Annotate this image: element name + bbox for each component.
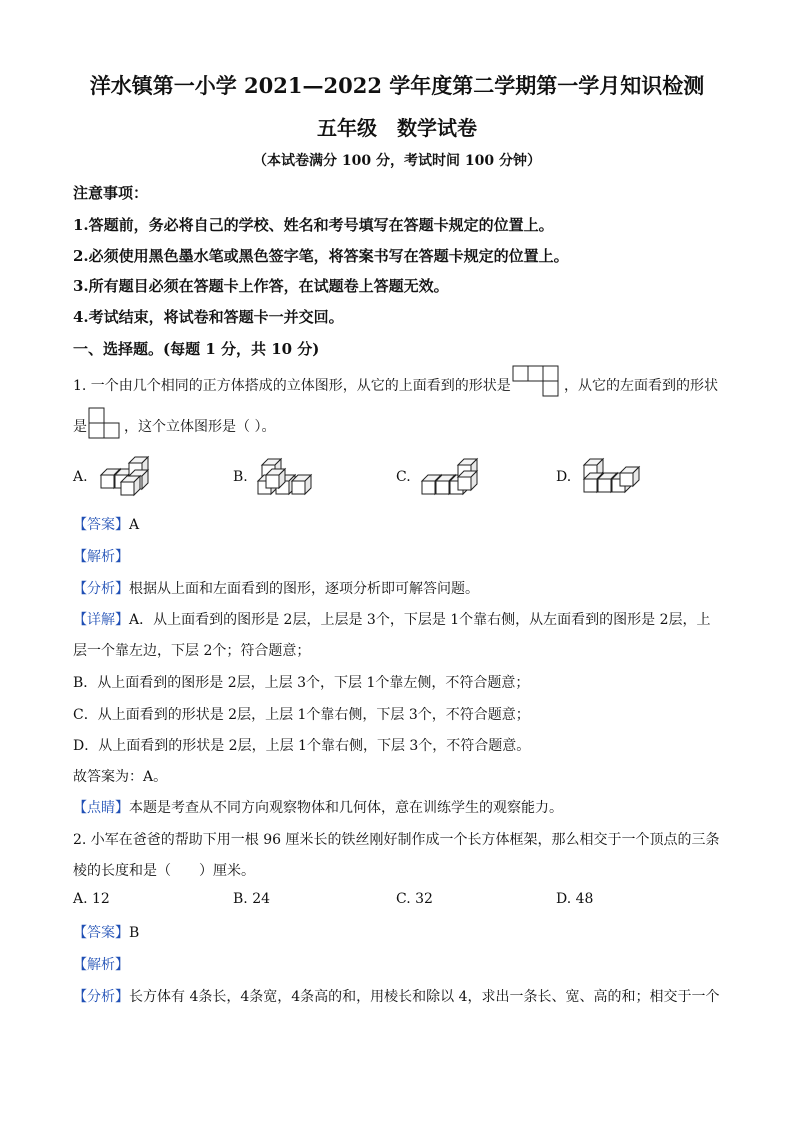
q2-answer	[73, 922, 139, 942]
fenxi-tag: 【 分析 】	[73, 581, 129, 597]
fenxi-text: 长方体有 4条长，4条宽，4条高的和，用棱长和除以 4，求出一条长、宽、高的和；相交于一个	[129, 989, 720, 1005]
analysis-tag: 【 解析 】	[73, 549, 129, 565]
q2-analysis-tag	[73, 954, 129, 974]
q1-line-b: B．从上面看到的图形是 2层，上层 3个，下层 1个靠左侧，不符合题意；	[73, 675, 530, 691]
exam-subtitle: 五年级 数学试卷	[317, 116, 477, 140]
option-c-label: C.	[396, 469, 411, 485]
notice-item: 1.答题前，务必将自己的学校、姓名和考号填写在答题卡规定的位置上。	[73, 216, 554, 234]
exam-note: （本试卷满分 100 分，考试时间 100 分钟）	[253, 153, 541, 169]
exam-title: 洋水镇第一小学 2021—2022 学年度第二学期第一学月知识检测	[89, 73, 705, 98]
option-a-label: A.	[73, 469, 88, 485]
q1-detail	[73, 609, 711, 629]
q1-line-c: C．从上面看到的形状是 2层，上层 1个靠右侧，下层 3个，不符合题意；	[73, 707, 530, 723]
q2-option-a: A. 12	[73, 891, 110, 907]
q2-option-b: B. 24	[233, 891, 271, 907]
answer-value: B	[129, 925, 140, 941]
analysis-tag: 【 解析 】	[73, 957, 129, 973]
option-b-figure	[254, 455, 324, 497]
fenxi-tag: 【 分析 】	[73, 989, 129, 1005]
q2-text-line1: 2. 小军在爸爸的帮助下用一根 96 厘米长的铁丝刚好制作成一个长方体框架，那么相交于一个顶点的三条	[73, 832, 720, 848]
option-b-label: B.	[233, 469, 248, 485]
q2-option-c: C. 32	[396, 891, 433, 907]
notice-heading: 注意事项：	[73, 184, 149, 202]
notice-item: 4.考试结束，将试卷和答题卡一并交回。	[73, 308, 344, 326]
q1-answer	[73, 514, 139, 534]
q1-dianjing	[73, 797, 563, 817]
answer-tag: 【 答案 】	[73, 517, 129, 533]
notice-item: 2.必须使用黑色墨水笔或黑色签字笔，将答案书写在答题卡规定的位置上。	[73, 247, 569, 265]
q1-text-line2a: 是	[73, 419, 87, 435]
q1-text-line1a: 1. 一个由几个相同的正方体搭成的立体图形，从它的上面看到的形状是	[73, 378, 511, 394]
option-a-figure	[93, 455, 153, 497]
q2-option-d: D. 48	[556, 891, 594, 907]
option-d-label: D.	[556, 469, 572, 485]
answer-value: A	[129, 517, 140, 533]
option-d-figure	[582, 455, 647, 497]
left-view-figure	[89, 408, 123, 442]
fenxi-text: 根据从上面和左面看到的图形，逐项分析即可解答问题。	[129, 581, 479, 597]
q2-text-line2: 棱的长度和是（ ）厘米。	[73, 863, 255, 879]
dianjing-tag: 【 点睛 】	[73, 800, 129, 816]
q2-fenxi	[73, 986, 720, 1006]
top-view-figure	[513, 366, 563, 400]
detail-text: A．从上面看到的图形是 2层，上层是 3个，下层是 1个靠右侧，从左面看到的图形是 2层，上	[129, 612, 711, 628]
section-heading: 一、选择题。(每题 1 分，共 10 分)	[73, 340, 320, 358]
option-c-figure	[418, 455, 483, 497]
q1-fenxi	[73, 578, 479, 598]
q1-detail-cont: 层一个靠左边，下层 2个；符合题意；	[73, 643, 311, 659]
notice-item: 3.所有题目必须在答题卡上作答，在试题卷上答题无效。	[73, 277, 449, 295]
dianjing-text: 本题是考查从不同方向观察物体和几何体，意在训练学生的观察能力。	[129, 800, 563, 816]
q1-line-d: D．从上面看到的形状是 2层，上层 1个靠右侧，下层 3个，不符合题意。	[73, 738, 531, 754]
detail-tag: 【 详解 】	[73, 612, 129, 628]
answer-tag: 【 答案 】	[73, 925, 129, 941]
q1-analysis-tag	[73, 546, 129, 566]
q1-text-line1b: ，从它的左面看到的形状	[564, 378, 718, 394]
q1-conclusion: 故答案为：A。	[73, 769, 168, 785]
q1-text-line2b: ，这个立体图形是（ ）。	[124, 419, 276, 435]
